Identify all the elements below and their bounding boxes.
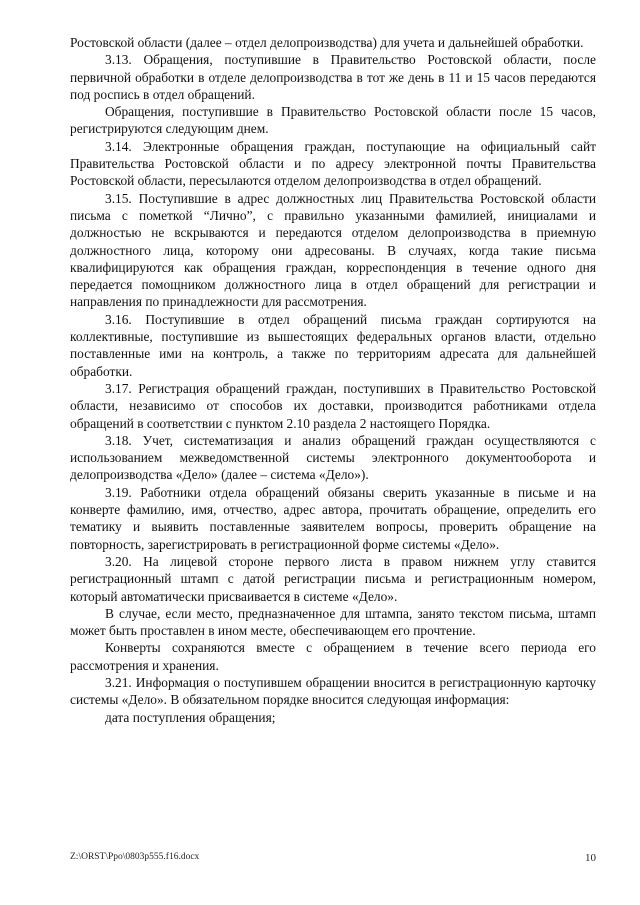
paragraph: Обращения, поступившие в Правительство Ростовской области после 15 часов, регистрируются следующим днем. xyxy=(70,104,596,137)
file-path: Z:\ORST\Ppo\0803p555.f16.docx xyxy=(70,852,200,862)
paragraph-3-15: 3.15. Поступившие в адрес должностных лиц Правительства Ростовской области письма с пометкой “Лично”, с правильно указанными фамилией, инициалами и должностью не вскрываются и передаются отделом делопроизводства в приемную должностного лица, которому они адресованы. В случаях, когда такие письма квалифицируются как обращения граждан, корреспонденция в течение одного дня передается помощником должностного лица в отдел обращений для регистрации и направления по принадлежности для рассмотрения. xyxy=(70,190,596,310)
paragraph-3-21: 3.21. Информация о поступившем обращении вносится в регистрационную карточку системы «Дело». В обязательном порядке вносится следующая информация: xyxy=(70,674,596,708)
paragraph-3-13: 3.13. Обращения, поступившие в Правительство Ростовской области, после первичной обработки в отделе делопроизводства в тот же день в 11 и 15 часов передаются под роспись в отдел обращений. xyxy=(70,52,596,102)
paragraph: В случае, если место, предназначенное для штампа, занято текстом письма, штамп может быть проставлен в ином месте, обеспечивающем его прочтение. xyxy=(70,605,596,639)
paragraph: Ростовской области (далее – отдел делопроизводства) для учета и дальнейшей обработки. xyxy=(70,35,584,50)
page-footer xyxy=(70,852,596,866)
paragraph-3-16: 3.16. Поступившие в отдел обращений письма граждан сортируются на коллективные, поступившие из вышестоящих федеральных органов власти, отдельно поставленные ими на контроль, а также по территориям адресата для дальнейшей обработки. xyxy=(70,311,596,379)
paragraph: Конверты сохраняются вместе с обращением в течение всего периода его рассмотрения и хранения. xyxy=(70,640,596,673)
page-number: 10 xyxy=(585,852,596,864)
paragraph-3-20: 3.20. На лицевой стороне первого листа в правом нижнем углу ставится регистрационный штамп с датой регистрации письма и регистрационным номером, который автоматически присваивается в системе «Дело». xyxy=(70,553,596,604)
paragraph-3-14: 3.14. Электронные обращения граждан, поступающие на официальный сайт Правительства Ростовской области и по адресу электронной почты Правительства Ростовской области, пересылаются отделом делопроизводства в отдел обращений. xyxy=(70,138,596,189)
paragraph-3-19: 3.19. Работники отдела обращений обязаны сверить указанные в письме и на конверте фамилию, имя, отчество, адрес автора, прочитать обращение, определить его тематику и выявить поставленные заявителем вопросы, проверить обращение на повторность, зарегистрировать в регистрационной форме системы «Дело». xyxy=(70,484,596,552)
document-body xyxy=(70,34,596,726)
paragraph-3-18: 3.18. Учет, систематизация и анализ обращений граждан осуществляются с использованием межведомственной системы электронного документооборота и делопроизводства «Дело» (далее – система «Дело»). xyxy=(70,432,596,483)
paragraph-3-17: 3.17. Регистрация обращений граждан, поступивших в Правительство Ростовской области, независимо от способов их доставки, производится работниками отдела обращений в соответствии с пунктом 2.10 раздела 2 настоящего Порядка. xyxy=(70,380,596,431)
list-item: дата поступления обращения; xyxy=(105,709,276,725)
